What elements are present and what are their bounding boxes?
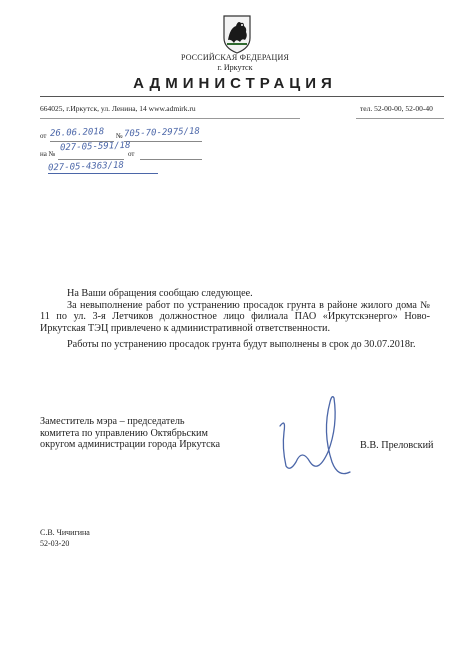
reg-ref-from-label: от [128, 150, 135, 158]
body-paragraph-1: На Ваши обращения сообщаю следующее. [67, 288, 253, 299]
body-paragraph-2: За невыполнение работ по устранению просадок грунта в районе жилого дома № 11 по ул. 3-я Летчиков должностное лицо филиала ПАО «Иркутскэнерго» Ново-Иркутская ТЭЦ привлечено к административной ответственности. [40, 299, 430, 334]
handwritten-ref-2: 027-05-4363/18 [47, 160, 125, 174]
signatory-line-2: комитета по управлению Октябрьским [40, 427, 208, 439]
executor-phone: 52-03-20 [40, 538, 70, 548]
reg-ref-label: на № [40, 150, 56, 158]
signatory-line-1: Заместитель мэра – председатель [40, 416, 185, 427]
org-title: АДМИНИСТРАЦИЯ [133, 75, 337, 92]
body-paragraph-3: Работы по устранению просадок грунта будут выполнены в срок до 30.07.2018г. [67, 339, 416, 351]
org-country: РОССИЙСКАЯ ФЕДЕРАЦИЯ [180, 53, 290, 62]
signatory-name: В.В. Преловский [360, 440, 434, 451]
reg-no-label: № [116, 132, 123, 140]
org-address: 664025, г.Иркутск, ул. Ленина, 14 www.admirk.ru [40, 104, 196, 113]
reg-number-line [124, 141, 202, 142]
handwritten-number: 705-70-2975/18 [123, 126, 201, 140]
address-rule [40, 118, 300, 119]
header-rule [40, 96, 444, 97]
executor-info [40, 528, 90, 549]
signatory-line-3: округом администрации города Иркутска [40, 439, 220, 451]
handwritten-ref-1: 027-05-591/18 [59, 140, 131, 154]
reg-ref-date-line [140, 159, 202, 160]
handwritten-underline [48, 173, 158, 174]
handwritten-signature-icon [272, 392, 362, 484]
handwritten-date: 26.06.2018 [49, 127, 105, 139]
signatory-title [40, 416, 220, 451]
reg-ref-line [58, 159, 124, 160]
org-phones: тел. 52-00-00, 52-00-40 [360, 104, 433, 113]
org-city: г. Иркутск [217, 63, 253, 72]
reg-from-label: от [40, 132, 47, 140]
executor-name: С.В. Чичигина [40, 528, 90, 537]
phones-rule [356, 118, 444, 119]
crest-icon [222, 14, 252, 54]
letter-body [40, 288, 430, 351]
